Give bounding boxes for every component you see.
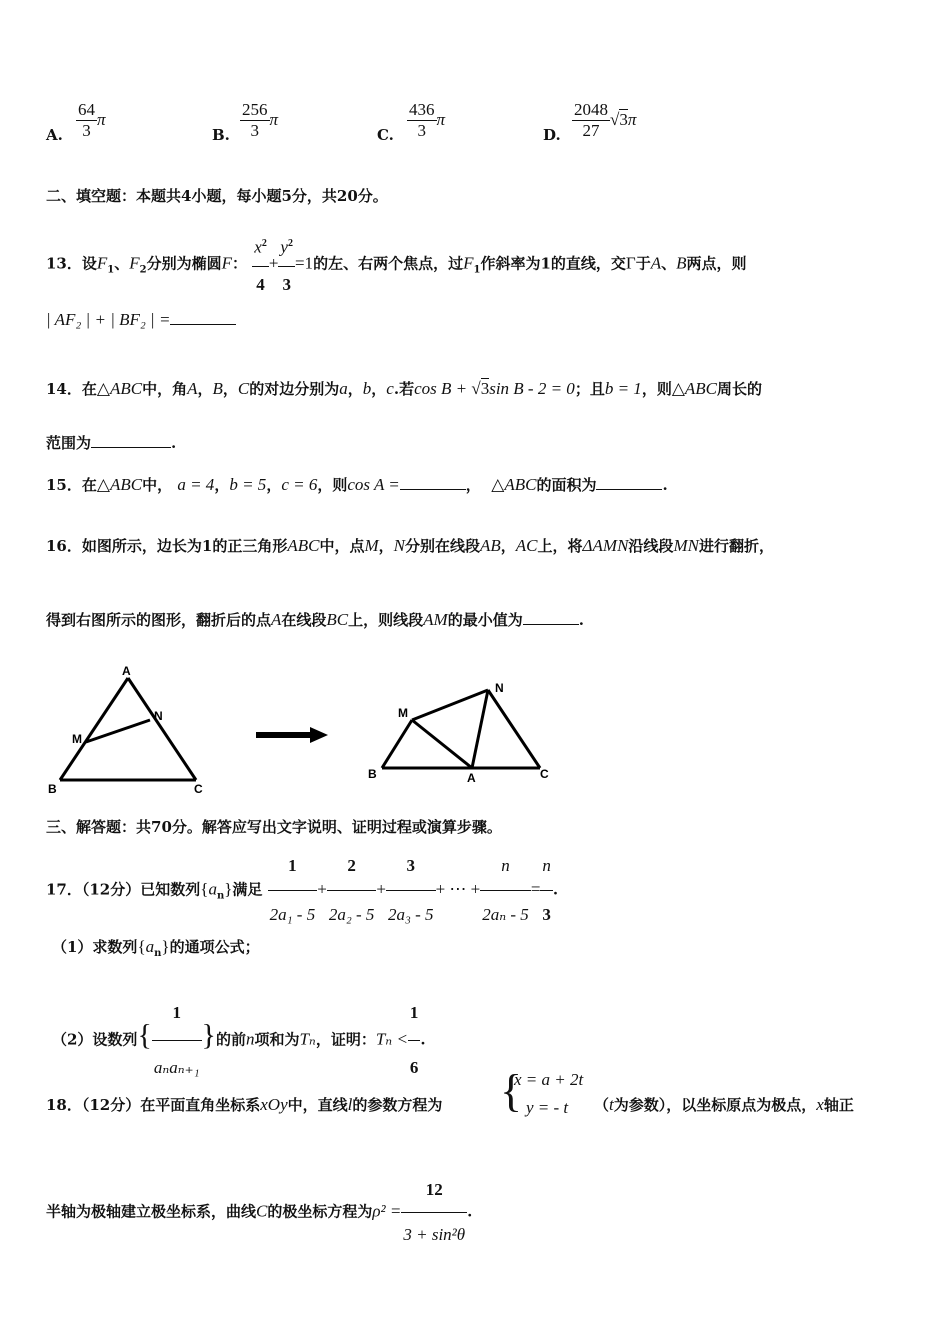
option-d-label: D.: [543, 126, 561, 144]
option-c-label: C.: [377, 126, 394, 144]
option-b-label: B.: [212, 126, 230, 144]
section2-heading: 二、填空题：本题共4小题，每小题5分，共20分。: [46, 187, 388, 205]
q13-line1: 13．设$F_1$、$F_2$分别为椭圆F： $\frac{x^2}{4}$ + $\frac{y^2}{3}$ =1的左、右两个焦点，过$F_1$作斜率为1的直线，交Γ于A、B两点，则: [46, 226, 747, 303]
fig-right-label-m: M: [398, 706, 408, 720]
q17-line1: 17．（12分）已知数列$\{a_n\}$满足 $\frac{1}{\text{2a₁ - 5}}$ + $\frac{2}{\text{2a₂ - 5}}$ + $\frac{3}{\text{2a₃ - 5}}$ + ⋯ + $\frac{n}{\text{2aₙ - 5}}$ = $\frac{n}{3}$ .: [46, 842, 558, 939]
fig-left-label-b: B: [48, 782, 57, 796]
fig-right-label-n: N: [495, 681, 504, 695]
q13-answer-line: | AF₂ | + | BF₂ | =: [46, 310, 236, 330]
q16-line1: 16．如图所示，边长为1的正三角形ABC中，点M，N分别在线段AB，AC上，将ΔAMN沿线段MN进行翻折，: [46, 536, 774, 555]
fig-left-label-a: A: [122, 664, 131, 678]
option-a-value: $\frac{64}{3}$ π: [78, 100, 106, 140]
fig-right-label-a: A: [467, 771, 476, 785]
answer-blank[interactable]: [400, 489, 466, 490]
q16-figures: [40, 660, 580, 800]
section3-heading: 三、解答题：共70分。解答应写出文字说明、证明过程或演算步骤。: [46, 818, 502, 836]
answer-blank[interactable]: [596, 489, 662, 490]
q17-part2: （2）设数列{ $\frac{1}{\text{aₙaₙ₊₁}}$ }的前n项和为Tₙ，证明：Tₙ < $\frac{1}{6}$ .: [52, 986, 426, 1095]
arrow-icon: [256, 727, 328, 743]
answer-blank[interactable]: [170, 324, 236, 325]
q17-part1: （1）求数列$\{a_n\}$的通项公式；: [52, 937, 260, 959]
fig-right-label-b: B: [368, 767, 377, 781]
fig-right-label-c: C: [540, 767, 549, 781]
answer-blank[interactable]: [91, 447, 171, 448]
option-b-value: $\frac{256}{3}$ π: [242, 100, 279, 140]
right-figure: [382, 690, 540, 768]
q18-line1-a: 18．（12分）在平面直角坐标系xOy中，直线l的参数方程为: [46, 1095, 443, 1114]
option-c-value: $\frac{436}{3}$ π: [409, 100, 446, 140]
q15-line: 15．在△ABC中， a = 4，b = 5，c = 6，则cos A = ， △ABC的面积为 .: [46, 475, 668, 494]
left-triangle: [60, 678, 196, 780]
q14-line1: 14．在△ABC中，角A，B，C的对边分别为a，b，c.若cos B + √3sin B - 2 = 0；且b = 1，则△ABC周长的: [46, 379, 763, 398]
fig-left-label-m: M: [72, 732, 82, 746]
option-a-label: A.: [46, 126, 63, 144]
q18-line1-b: （t为参数），以坐标原点为极点，x轴正: [594, 1095, 854, 1114]
q14-line2: 范围为 .: [46, 434, 177, 452]
q18-line2: 半轴为极轴建立极坐标系，曲线C的极坐标方程为ρ² = $\frac{12}{\text{3 + sin²θ}}$ .: [46, 1168, 472, 1257]
option-d-value: $\frac{2048}{27}$ √3π: [574, 100, 637, 140]
answer-blank[interactable]: [523, 624, 579, 625]
fig-left-label-c: C: [194, 782, 203, 796]
q16-line2: 得到右图所示的图形，翻折后的点A在线段BC上，则线段AM的最小值为 .: [46, 610, 584, 629]
fig-left-label-n: N: [154, 709, 163, 723]
